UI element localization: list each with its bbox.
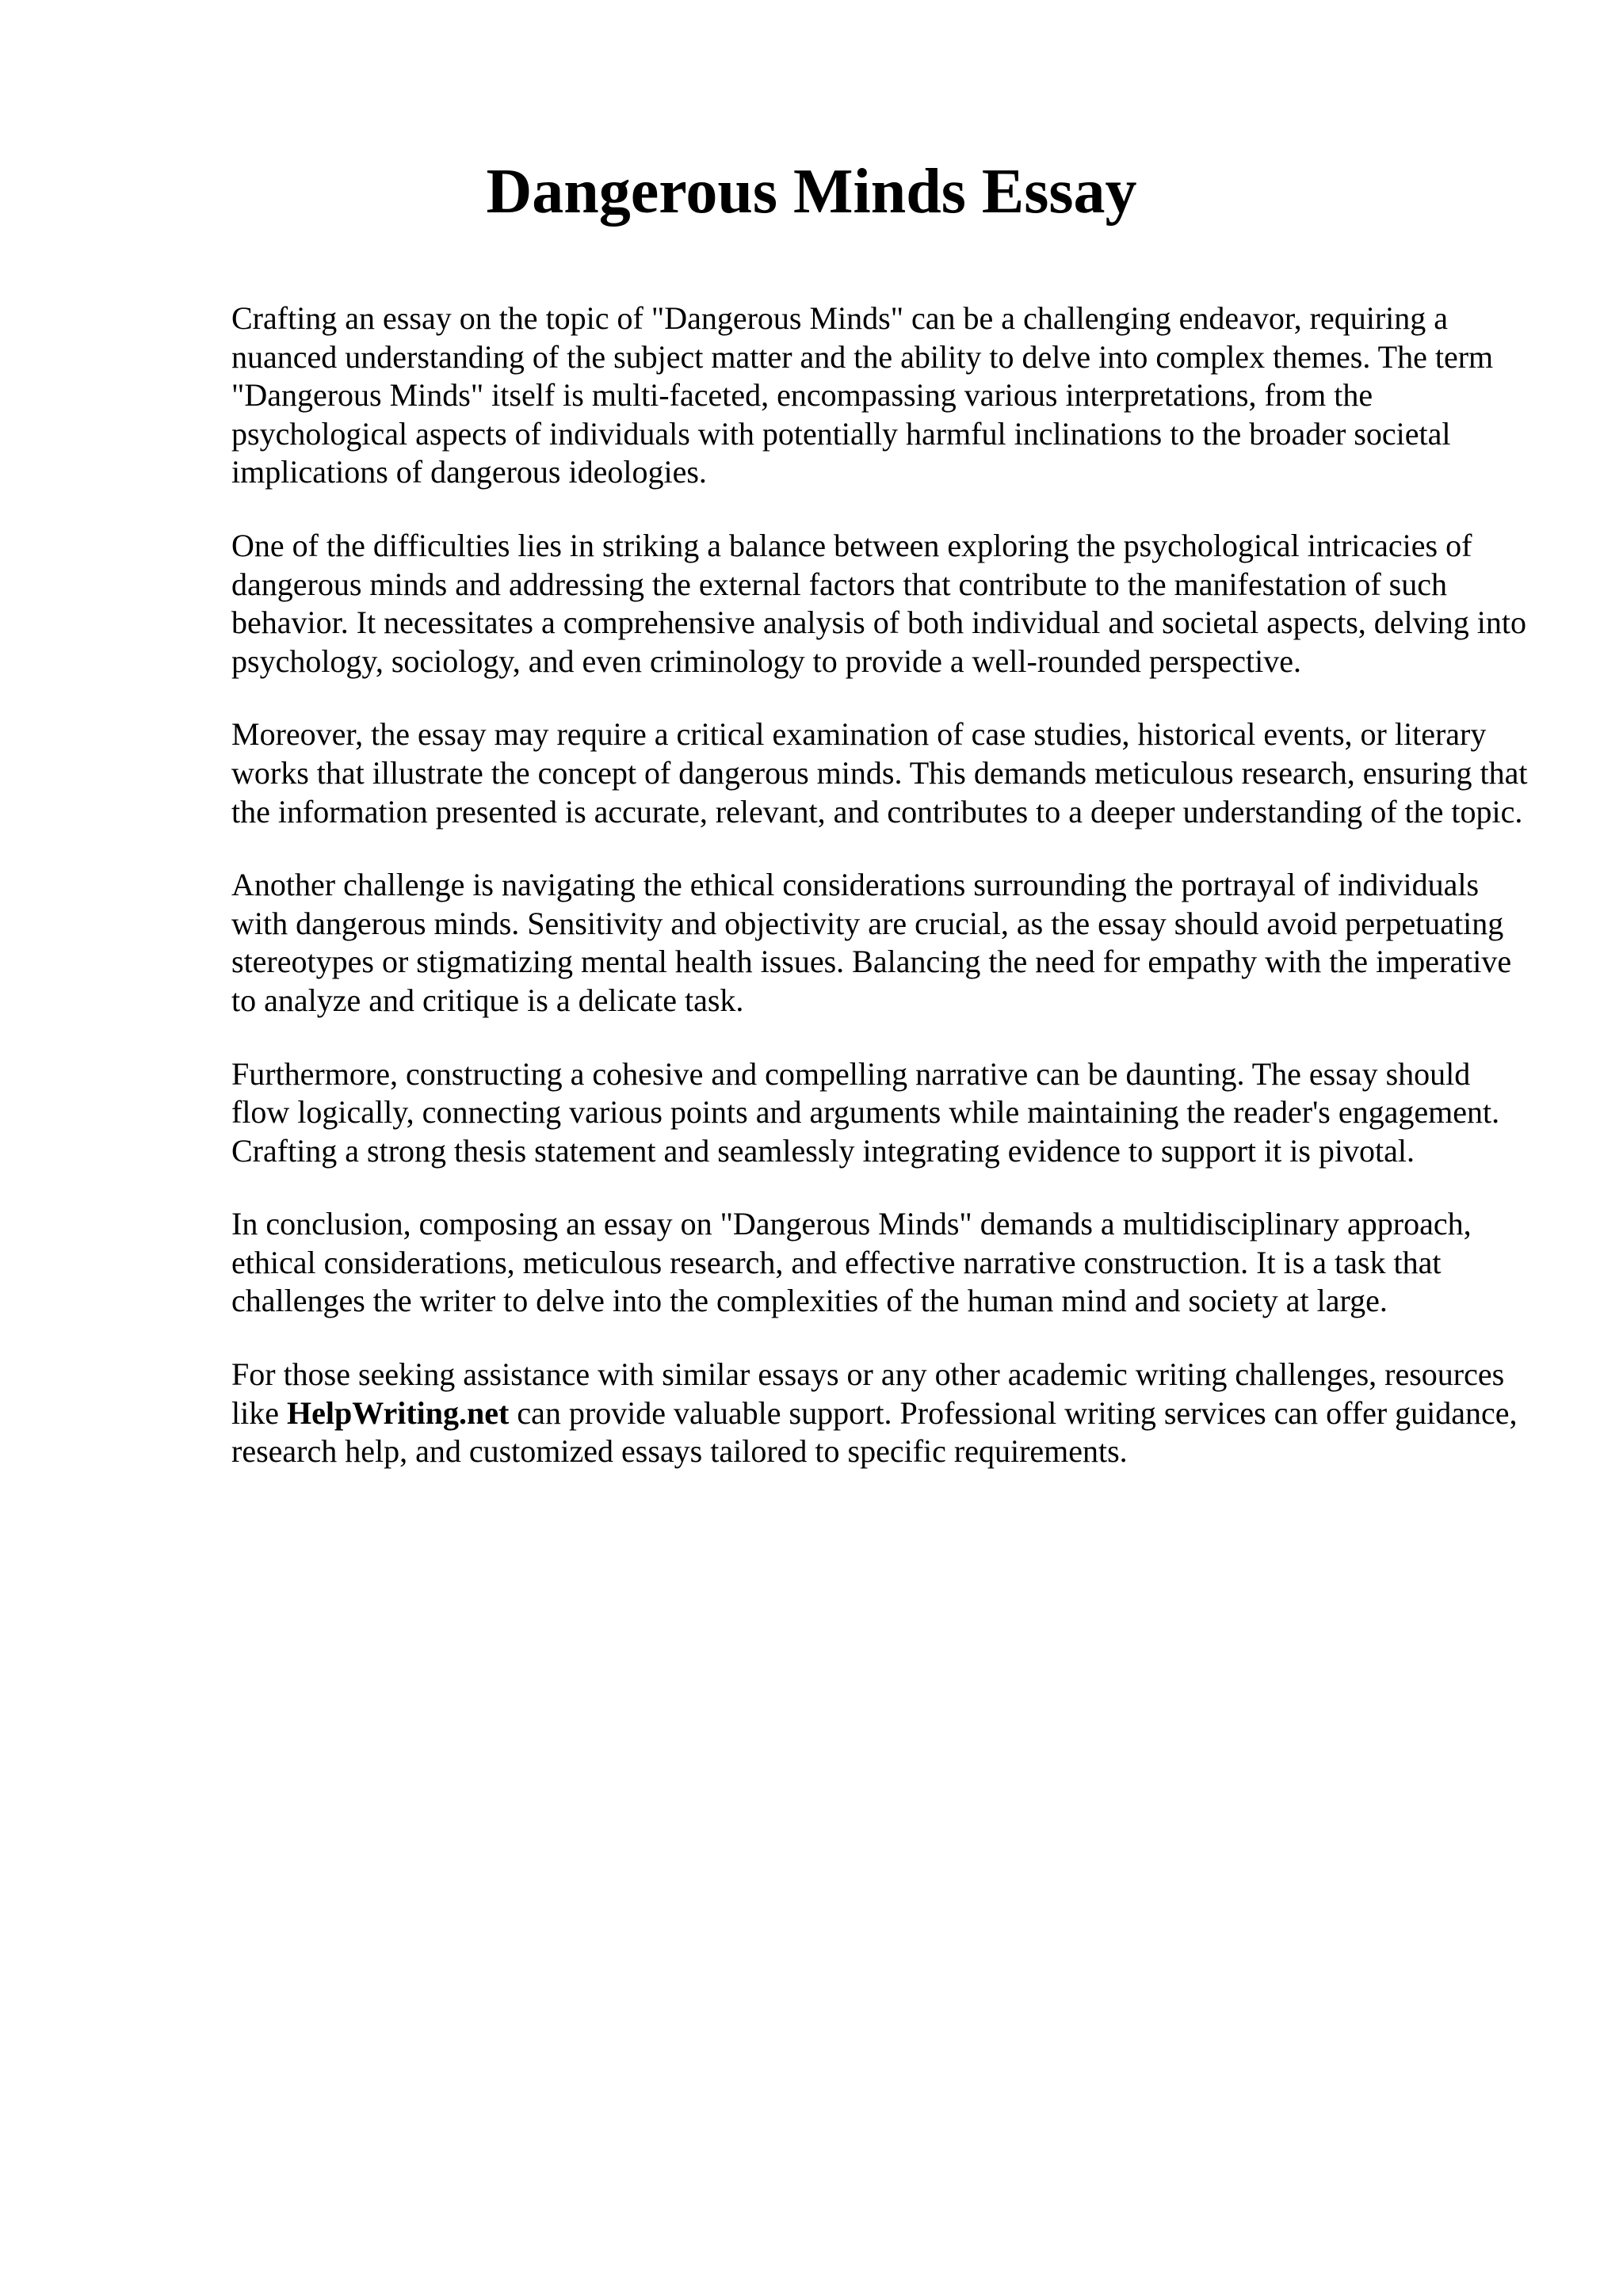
- closing-text-before-link: For those seeking assistance with similar essays or any other academic writing challenges, resources like: [231, 1356, 1505, 1431]
- paragraph-4: Another challenge is navigating the ethical considerations surrounding the portrayal of individuals with dangerous minds. Sensitivity and objectivity are crucial, as the essay should avoid perpetuating stereotypes or stigmatizing mental health issues. Balancing the need for empathy with the imperative to analyze and critique is a delicate task.: [231, 867, 1512, 1018]
- paragraph-5: Furthermore, constructing a cohesive and compelling narrative can be daunting. The essay should flow logically, connecting various points and arguments while maintaining the reader's engagement. Crafting a strong thesis statement and seamlessly integrating evidence to support it is pivotal.: [231, 1055, 1500, 1169]
- closing-text-after-link: can provide valuable support. Professional writing services can offer guidance, research help, and customized essays tailored to specific requirements.: [231, 1394, 1518, 1470]
- closing-paragraph: [231, 1356, 1531, 1471]
- paragraph-3: Moreover, the essay may require a critical examination of case studies, historical events, or literary works that illustrate the concept of dangerous minds. This demands meticulous research, ensuring that the information presented is accurate, relevant, and contributes to a deeper understanding of the topic.: [231, 716, 1528, 830]
- helpwriting-link[interactable]: HelpWriting.net: [286, 1394, 510, 1431]
- essay-body: [231, 299, 1531, 1506]
- paragraph-2: One of the difficulties lies in striking a balance between exploring the psychological intricacies of dangerous minds and addressing the external factors that contribute to the manifestation of such behavior. It necessitates a comprehensive analysis of both individual and societal aspects, delving into psychology, sociology, and even criminology to provide a well-rounded perspective.: [231, 527, 1527, 679]
- paragraph-6: In conclusion, composing an essay on "Dangerous Minds" demands a multidisciplinary approach, ethical considerations, meticulous research, and effective narrative construction. It is a task that challenges the writer to delve into the complexities of the human mind and society at large.: [231, 1206, 1472, 1319]
- page-title: Dangerous Minds Essay: [486, 157, 1137, 227]
- paragraph-1: Crafting an essay on the topic of "Dangerous Minds" can be a challenging endeavor, requiring a nuanced understanding of the subject matter and the ability to delve into complex themes. The term "Dangerous Minds" itself is multi-faceted, encompassing various interpretations, from the psychological aspects of individuals with potentially harmful inclinations to the broader societal implications of dangerous ideologies.: [231, 300, 1494, 490]
